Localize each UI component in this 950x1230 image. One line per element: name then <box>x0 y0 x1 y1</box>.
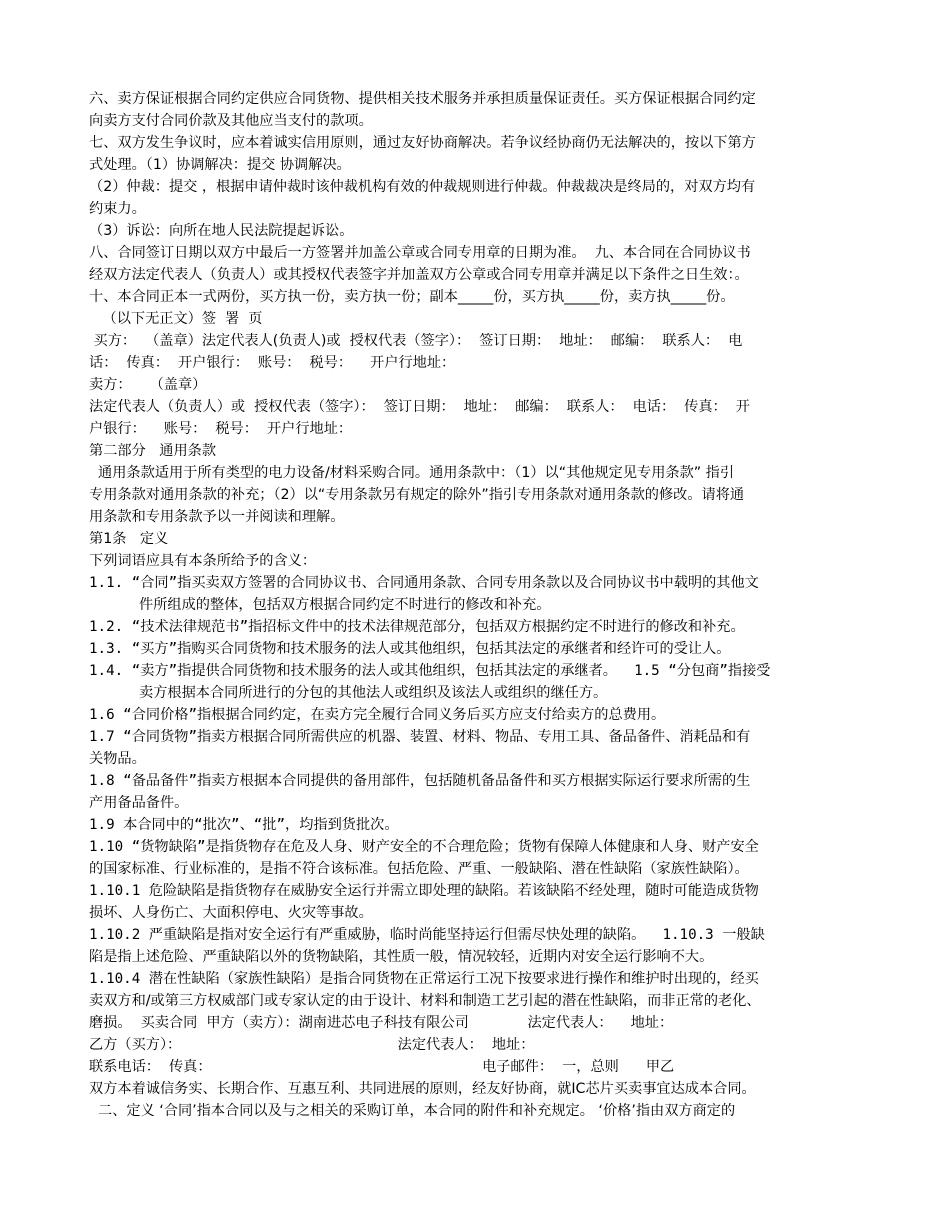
text-line: 通用条款适用于所有类型的电力设备/材料采购合同。通用条款中：（1）以“其他规定见专用条款” 指引 <box>89 465 735 481</box>
signature-page-heading: （以下无正文）签 署 页 <box>89 311 263 327</box>
definition-line: 1.10.4 潜在性缺陷（家族性缺陷）是指合同货物在正常运行工况下按要求进行操作和维护时出现的，经买 <box>89 971 759 987</box>
definition-line: 件所组成的整体，包括双方根据合同约定不时进行的修改和补充。 <box>139 597 551 613</box>
definition-line: 产用备品备件。 <box>89 795 189 811</box>
text-line: 约束力。 <box>89 201 146 217</box>
definition-line: 关物品。 <box>89 751 146 767</box>
text-line: 八、合同签订日期以双方中最后一方签署并加盖公章或合同专用章的日期为准。 九、本合同在合同协议书 <box>89 245 751 261</box>
text-line: 式处理。（1）协调解决：提交 协调解决。 <box>89 157 351 173</box>
definition-line: 1.10.1 危险缺陷是指货物存在威胁安全运行并需立即处理的缺陷。若该缺陷不经处理，随时可能造成货物 <box>89 883 759 899</box>
definition-line: 1.7 “合同货物”指卖方根据合同所需供应的机器、装置、材料、物品、专用工具、备品备件、消耗品和有 <box>89 729 751 745</box>
text-line: 双方本着诚信务实、长期合作、互惠互利、共同进展的原则，经友好协商，就IC芯片买卖事宜达成本合同。 <box>89 1081 756 1097</box>
text-line: 下列词语应具有本条所给予的含义： <box>89 553 317 569</box>
buyer-signature-line: 买方： （盖章）法定代表人(负责人)或 授权代表（签字）： 签订日期： 地址： 邮编： 联系人： 电 <box>89 333 743 349</box>
definition-line: 1.8 “备品备件”指卖方根据本合同提供的备用部件，包括随机备品备件和买方根据实际运行要求所需的生 <box>89 773 751 789</box>
text-line: 专用条款对通用条款的补充；（2）以“专用条款另有规定的除外”指引专用条款对通用条款的修改。请将通 <box>89 487 745 503</box>
definition-line: 1.6 “合同价格”指根据合同约定，在卖方完全履行合同义务后买方应支付给卖方的总费用。 <box>89 707 666 723</box>
contract-page <box>89 88 864 1122</box>
definition-line: 1.3. “买方”指购买合同货物和技术服务的法人或其他组织，包括其法定的承继者和经许可的受让人。 <box>89 641 731 657</box>
text-line: 七、双方发生争议时，应本着诚实信用原则，通过友好协商解决。若争议经协商仍无法解决的，按以下第方 <box>89 135 756 151</box>
definition-line: 1.1. “合同”指买卖双方签署的合同协议书、合同通用条款、合同专用条款以及合同协议书中载明的其他文 <box>89 575 759 591</box>
buyer-signature-line: 话： 传真： 开户银行： 账号： 税号： 开户行地址： <box>89 355 456 371</box>
text-line: （3）诉讼：向所在地人民法院提起诉讼。 <box>89 223 354 239</box>
definition-line: 陷是指上述危险、严重缺陷以外的货物缺陷，其性质一般，情况较轻，近期内对安全运行影响不大。 <box>89 949 714 965</box>
text-line: 经双方法定代表人（负责人）或其授权代表签字并加盖双方公章或合同专用章并满足以下条件之日生效：。 <box>89 267 749 283</box>
definition-line: 1.4. “卖方”指提供合同货物和技术服务的法人或其他组织，包括其法定的承继者。 1.5 “分包商”指接受 <box>89 663 771 679</box>
text-line: 十、本合同正本一式两份，买方执一份，卖方执一份；副本_____份，买方执_____份，卖方执_____份。 <box>89 289 735 305</box>
article-heading: 第1条 定义 <box>89 531 169 547</box>
definition-line: 卖双方和/或第三方权威部门或专家认定的由于设计、材料和制造工艺引起的潜在性缺陷，而非正常的老化、 <box>89 993 761 1009</box>
definition-line: 损坏、人身伤亡、大面积停电、火灾等事故。 <box>89 905 373 921</box>
text-line: 六、卖方保证根据合同约定供应合同货物、提供相关技术服务并承担质量保证责任。买方保证根据合同约定 <box>89 91 756 107</box>
definition-line: 卖方根据本合同所进行的分包的其他法人或组织及该法人或组织的继任方。 <box>139 685 608 701</box>
definition-line: 1.2. “技术法律规范书”指招标文件中的技术法律规范部分，包括双方根据约定不时进行的修改和补充。 <box>89 619 745 635</box>
contact-line: 联系电话： 传真： 电子邮件： 一，总则 甲乙 <box>89 1059 675 1075</box>
party-b-line: 乙方（买方）： 法定代表人： 地址： <box>89 1037 535 1053</box>
seller-signature-line: 法定代表人（负责人）或 授权代表（签字）： 签订日期： 地址： 邮编： 联系人： 电话： 传真： 开 <box>89 399 750 415</box>
seller-signature-line: 卖方： （盖章） <box>89 377 207 393</box>
party-a-line: 磨损。 买卖合同 甲方（卖方）：湖南进芯电子科技有限公司 法定代表人： 地址： <box>89 1015 674 1031</box>
seller-signature-line: 户银行： 账号： 税号： 开户行地址： <box>89 421 353 437</box>
text-line: 用条款和专用条款予以一并阅读和理解。 <box>89 509 345 525</box>
definition-line: 1.10 “货物缺陷”是指货物存在危及人身、财产安全的不合理危险；货物有保障人体健康和人身、财产安全 <box>89 839 759 855</box>
definition-line: 1.10.2 严重缺陷是指对安全运行有严重威胁，临时尚能坚持运行但需尽快处理的缺陷。 1.10.3 一般缺 <box>89 927 765 943</box>
text-line: 二、定义 ‘合同’指本合同以及与之相关的采购订单，本合同的附件和补充规定。 ‘价格’指由双方商定的 <box>89 1103 736 1119</box>
definition-line: 1.9 本合同中的“批次”、“批”，均指到货批次。 <box>89 817 399 833</box>
section-heading: 第二部分 通用条款 <box>89 443 217 459</box>
text-line: 向卖方支付合同价款及其他应当支付的款项。 <box>89 113 373 129</box>
text-line: （2）仲裁：提交 ，根据申请仲裁时该仲裁机构有效的仲裁规则进行仲裁。仲裁裁决是终局的，对双方均有 <box>89 179 756 195</box>
definition-line: 的国家标准、行业标准的，是指不符合该标准。包括危险、严重、一般缺陷、潜在性缺陷（家族性缺陷）。 <box>89 861 749 877</box>
